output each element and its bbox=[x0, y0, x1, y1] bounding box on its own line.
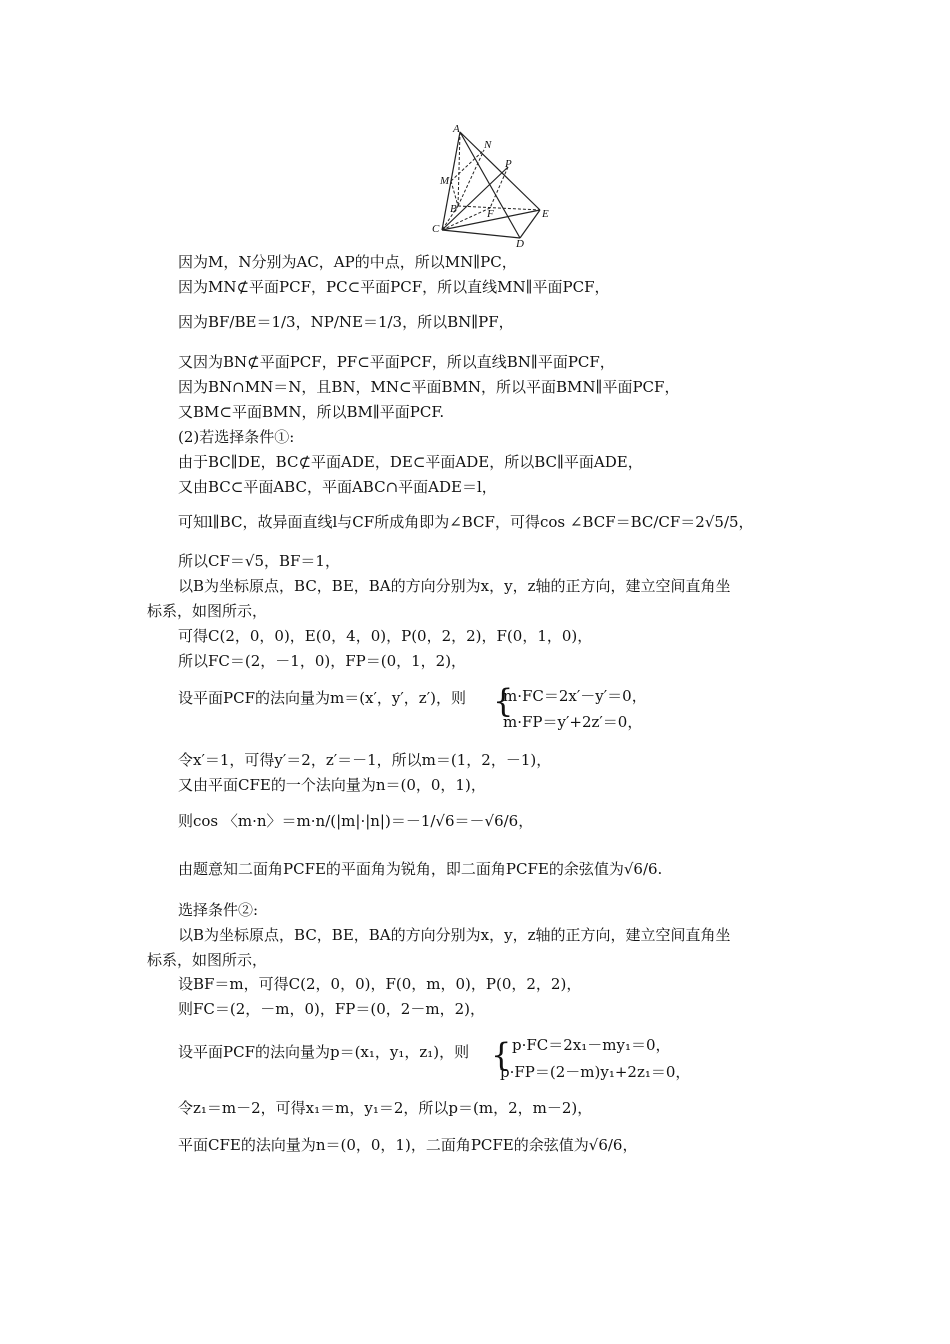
text-line: 令z₁＝m－2，可得x₁＝m，y₁＝2，所以p＝(m，2，m－2)， bbox=[178, 1099, 593, 1117]
text-line: 因为BF/BE＝1/3，NP/NE＝1/3，所以BN∥PF， bbox=[178, 313, 514, 331]
label-m: M bbox=[440, 175, 450, 187]
text-line: 以B为坐标原点，BC，BE，BA的方向分别为x，y，z轴的正方向，建立空间直角坐 bbox=[178, 577, 731, 595]
pyramid-figure bbox=[420, 120, 570, 250]
text-line: 设平面PCF的法向量为p＝(x₁，y₁，z₁)，则 bbox=[178, 1043, 470, 1061]
text-line: 则FC＝(2，－m，0)，FP＝(0，2－m，2)， bbox=[178, 1000, 485, 1018]
text-line: 所以FC＝(2，－1，0)，FP＝(0，1，2)， bbox=[178, 652, 467, 670]
text-line: 又由BC⊂平面ABC，平面ABC∩平面ADE＝l， bbox=[178, 478, 497, 496]
text-line: 又因为BN⊄平面PCF，PF⊂平面PCF，所以直线BN∥平面PCF， bbox=[178, 353, 615, 371]
brace: { bbox=[493, 682, 514, 720]
text-line: 又由平面CFE的一个法向量为n＝(0，0，1)， bbox=[178, 776, 486, 794]
text-line: 设BF＝m，可得C(2，0，0)，F(0，m，0)，P(0，2，2)， bbox=[178, 975, 582, 993]
text-line: 可知l∥BC，故异面直线l与CF所成角即为∠BCF，可得cos ∠BCF＝BC/CF＝2√5/5， bbox=[178, 513, 754, 531]
text-line: (2)若选择条件①: bbox=[178, 428, 295, 446]
text-line: 因为MN⊄平面PCF，PC⊂平面PCF，所以直线MN∥平面PCF， bbox=[178, 278, 610, 296]
label-f: F bbox=[487, 208, 494, 220]
text-line: 设平面PCF的法向量为m＝(x′，y′，z′)，则 bbox=[178, 689, 466, 707]
label-c: C bbox=[432, 223, 440, 235]
text-line: 标系，如图所示， bbox=[147, 951, 268, 969]
text-line: 以B为坐标原点，BC，BE，BA的方向分别为x，y，z轴的正方向，建立空间直角坐 bbox=[178, 926, 731, 944]
equation-line: m·FP＝y′+2z′＝0， bbox=[503, 713, 643, 731]
text-line: 选择条件②: bbox=[178, 901, 259, 919]
text-line: 则cos 〈m·n〉＝m·n/(|m|·|n|)＝－1/√6＝－√6/6， bbox=[178, 812, 534, 830]
label-a: A bbox=[453, 123, 460, 135]
text-line: 平面CFE的法向量为n＝(0，0，1)，二面角PCFE的余弦值为√6/6， bbox=[178, 1136, 638, 1154]
label-b: B bbox=[450, 203, 457, 215]
text-line: 标系，如图所示， bbox=[147, 602, 268, 620]
label-p: P bbox=[505, 158, 512, 170]
label-n: N bbox=[484, 139, 492, 151]
equation-line: p·FC＝2x₁－my₁＝0， bbox=[512, 1036, 671, 1054]
text-line: 由于BC∥DE，BC⊄平面ADE，DE⊂平面ADE，所以BC∥平面ADE， bbox=[178, 453, 643, 471]
equation-line: m·FC＝2x′－y′＝0， bbox=[503, 687, 647, 705]
text-line: 又BM⊂平面BMN，所以BM∥平面PCF. bbox=[178, 403, 445, 421]
label-d: D bbox=[516, 238, 524, 250]
text-line: 所以CF＝√5，BF＝1， bbox=[178, 552, 340, 570]
equation-line: p·FP＝(2－m)y₁+2z₁＝0， bbox=[500, 1063, 691, 1081]
text-line: 因为BN∩MN＝N，且BN，MN⊂平面BMN，所以平面BMN∥平面PCF， bbox=[178, 378, 680, 396]
text-line: 令x′＝1，可得y′＝2，z′＝－1，所以m＝(1，2，－1)， bbox=[178, 751, 552, 769]
text-line: 由题意知二面角PCFE的平面角为锐角，即二面角PCFE的余弦值为√6/6. bbox=[178, 860, 663, 878]
label-e: E bbox=[542, 208, 549, 220]
brace: { bbox=[491, 1036, 512, 1074]
text-line: 可得C(2，0，0)，E(0，4，0)，P(0，2，2)，F(0，1，0)， bbox=[178, 627, 593, 645]
text-line: 因为M，N分别为AC，AP的中点，所以MN∥PC， bbox=[178, 253, 517, 271]
